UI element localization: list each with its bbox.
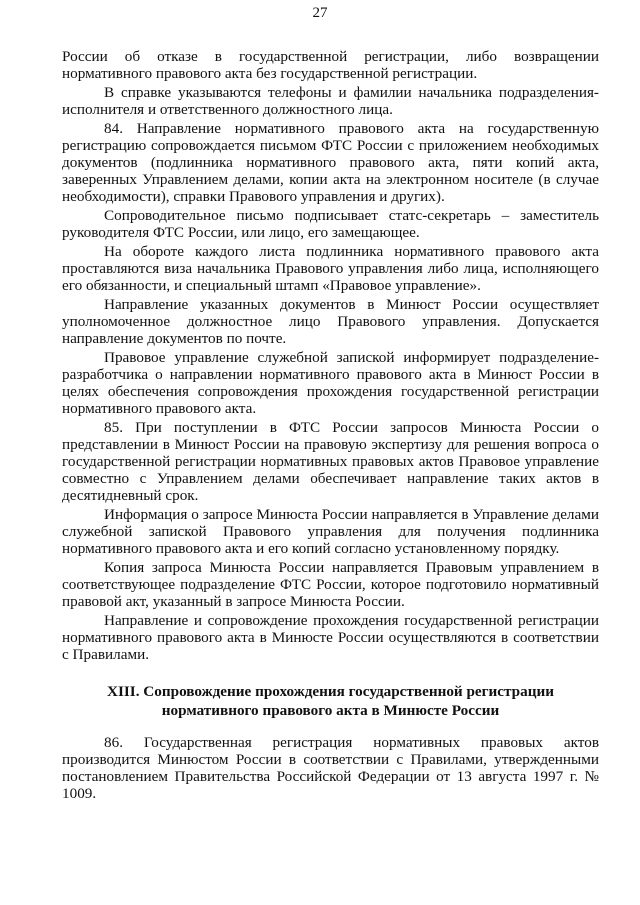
paragraph-86: 86. Государственная регистрация нормативных правовых актов производится Минюстом России в соответствии с Правилами, утвержденными постановлением Правительства Российской Федерации от 13 августа 1997 г. № 1009.: [62, 734, 599, 802]
section-heading: [62, 682, 599, 720]
paragraph: В справке указываются телефоны и фамилии начальника подразделения-исполнителя и ответственного должностного лица.: [62, 84, 599, 118]
section-heading-line-2: нормативного правового акта в Минюсте России: [161, 702, 500, 719]
paragraph: Информация о запросе Минюста России направляется в Управление делами служебной запиской Правового управления для получения подлинника нормативного правового акта и его копий согласно установленному порядку.: [62, 506, 599, 557]
paragraph: Направление и сопровождение прохождения государственной регистрации нормативного правового акта в Минюсте России осуществляются в соответствии с Правилами.: [62, 612, 599, 663]
paragraph: России об отказе в государственной регистрации, либо возвращении нормативного правового акта без государственной регистрации.: [62, 48, 599, 82]
section-heading-line-1: XIII. Сопровождение прохождения государственной регистрации: [107, 683, 554, 700]
paragraph: Направление указанных документов в Минюст России осуществляет уполномоченное должностное лицо Правового управления. Допускается направление документов по почте.: [62, 296, 599, 347]
document-body: [62, 48, 599, 804]
paragraph: Копия запроса Минюста России направляется Правовым управлением в соответствующее подразделение ФТС России, которое подготовило нормативный правовой акт, указанный в запросе Минюста России.: [62, 559, 599, 610]
paragraph-84: 84. Направление нормативного правового акта на государственную регистрацию сопровождается письмом ФТС России с приложением необходимых документов (подлинника нормативного правового акта, пяти копий акта, заверенных Управлением делами, копии акта на электронном носителе (в случае необходимости), справки Правового управления и других).: [62, 120, 599, 205]
paragraph: Сопроводительное письмо подписывает статс-секретарь – заместитель руководителя ФТС России, или лицо, его замещающее.: [62, 207, 599, 241]
paragraph: Правовое управление служебной запиской информирует подразделение-разработчика о направлении нормативного правового акта в Минюст России в целях обеспечения сопровождения прохождения государственной регистрации нормативного правового акта.: [62, 349, 599, 417]
paragraph: На обороте каждого листа подлинника нормативного правового акта проставляются виза начальника Правового управления либо лица, исполняющего его обязанности, и специальный штамп «Правовое управление».: [62, 243, 599, 294]
paragraph-85: 85. При поступлении в ФТС России запросов Минюста России о представлении в Минюст России на правовую экспертизу для решения вопроса о государственной регистрации нормативных правовых актов Правовое управление совместно с Управлением делами обеспечивает направление таких актов в десятидневный срок.: [62, 419, 599, 504]
page-number: 27: [312, 5, 328, 21]
